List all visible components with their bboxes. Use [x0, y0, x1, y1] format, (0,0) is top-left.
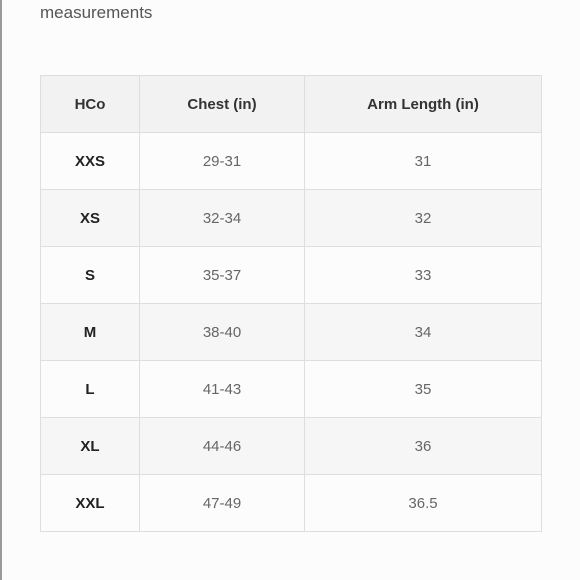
arm-length-cell: 35 [305, 361, 542, 418]
chest-cell: 38-40 [140, 304, 305, 361]
arm-length-cell: 36 [305, 418, 542, 475]
arm-length-cell: 32 [305, 190, 542, 247]
size-cell: M [41, 304, 140, 361]
arm-length-cell: 33 [305, 247, 542, 304]
table-row [41, 190, 542, 247]
table-row [41, 247, 542, 304]
table-header-row [41, 76, 542, 133]
size-cell: XS [41, 190, 140, 247]
table-row [41, 133, 542, 190]
size-cell: S [41, 247, 140, 304]
table-row [41, 475, 542, 532]
table-row [41, 304, 542, 361]
chest-cell: 32-34 [140, 190, 305, 247]
chest-cell: 35-37 [140, 247, 305, 304]
chest-cell: 44-46 [140, 418, 305, 475]
arm-length-cell: 31 [305, 133, 542, 190]
chest-cell: 41-43 [140, 361, 305, 418]
size-cell: XXS [41, 133, 140, 190]
table-row [41, 361, 542, 418]
size-chart-table [40, 75, 542, 532]
chest-cell: 47-49 [140, 475, 305, 532]
arm-length-cell: 34 [305, 304, 542, 361]
page-left-border [0, 0, 2, 580]
section-heading: measurements [40, 3, 153, 22]
column-header-chest: Chest (in) [140, 76, 305, 133]
arm-length-cell: 36.5 [305, 475, 542, 532]
table-row [41, 418, 542, 475]
size-cell: XL [41, 418, 140, 475]
size-cell: L [41, 361, 140, 418]
chest-cell: 29-31 [140, 133, 305, 190]
column-header-size: HCo [41, 76, 140, 133]
column-header-arm-length: Arm Length (in) [305, 76, 542, 133]
size-cell: XXL [41, 475, 140, 532]
